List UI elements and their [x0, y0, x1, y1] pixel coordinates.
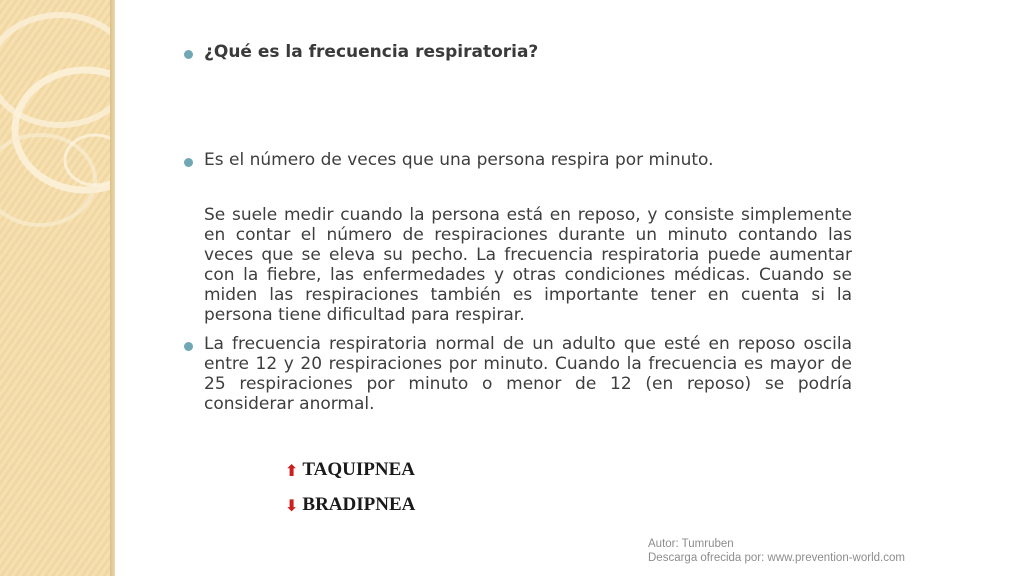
arrow-down-icon: ⬇: [285, 495, 299, 515]
bullet-dot-icon: [184, 342, 193, 351]
term-bradipnea: [285, 494, 415, 516]
bullet-dot-icon: [184, 50, 193, 59]
download-credit: Descarga ofrecida por: www.prevention-world.com: [648, 552, 905, 564]
decorative-rings-icon: [0, 0, 110, 576]
arrow-up-icon: ⬆: [285, 460, 299, 480]
decorative-side-panel: [0, 0, 110, 576]
bullet-definition: [184, 150, 852, 170]
bullet-question: [184, 42, 852, 62]
definition-text: Es el número de veces que una persona respira por minuto.: [204, 150, 714, 170]
panel-divider: [110, 0, 115, 576]
normal-range-text: La frecuencia respiratoria normal de un adulto que esté en reposo oscila entre 12 y 20 respiraciones por minuto. Cuando la frecuencia es mayor de 25 respiraciones por minuto o menor de 12 (en reposo) se podría considerar anormal.: [204, 334, 852, 414]
term-taquipnea: [285, 459, 415, 481]
question-heading: ¿Qué es la frecuencia respiratoria?: [204, 42, 539, 62]
term-label: TAQUIPNEA: [302, 459, 416, 480]
term-label: BRADIPNEA: [302, 494, 416, 515]
explanation-paragraph: Se suele medir cuando la persona está en reposo, y consiste simplemente en contar el número de respiraciones durante un minuto contando las veces que se eleva su pecho. La frecuencia respiratoria puede aumentar con la fiebre, las enfermedades y otras condiciones médicas. Cuando se miden las respiraciones también es importante tener en cuenta si la persona tiene dificultad para respirar.: [204, 205, 852, 325]
author-credit: Autor: Tumruben: [648, 538, 734, 550]
bullet-normal-range: [184, 334, 852, 414]
footer-credits: [648, 537, 905, 565]
bullet-dot-icon: [184, 158, 193, 167]
